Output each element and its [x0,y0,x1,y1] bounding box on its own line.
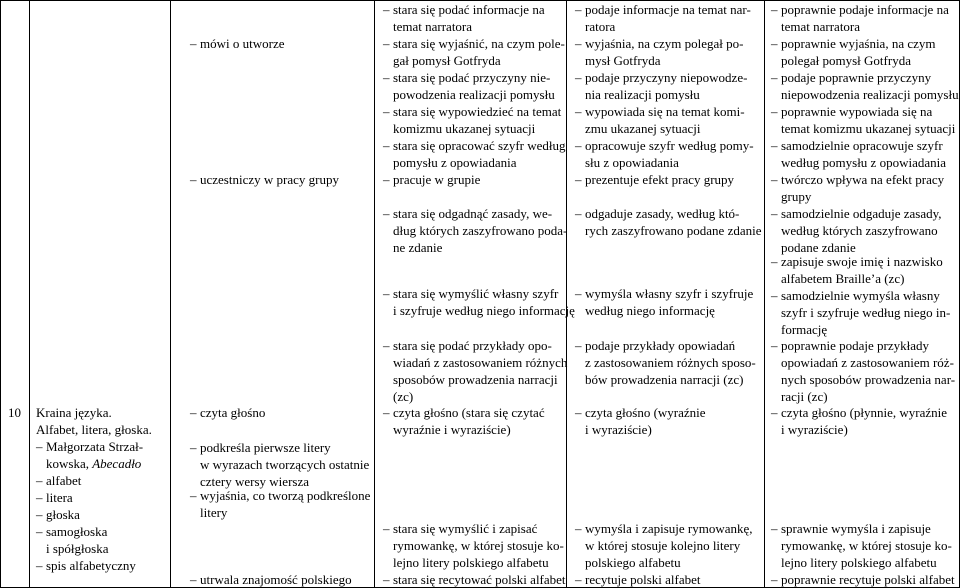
cell-r2-c2-item-0-line-0: – mówi o utworze [200,35,284,52]
cell-r4-c3-item-2-line-1: wiadań z zastosowaniem różnych [393,355,568,370]
cell-r2-c5-item-2-line-1: temat komizmu ukazanej sytuacji [781,121,956,136]
cell-r6-c5-item-0-line-0: – sprawnie wymyśla i zapisuje [781,520,931,537]
cell-r5-c5-item-0-line-1: i wyraziście) [781,422,848,437]
cell-r7-c2-item-0-line-0: – utrwala znajomość polskiego [200,571,352,588]
cell-r6-c5-item-0-line-2: lejno litery polskiego alfabetu [781,555,937,570]
column-border-3 [374,0,375,588]
lesson-title-line-1: Alfabet, litera, głoska. [36,422,152,437]
lesson-title-line-0: Kraina języka. [36,405,112,420]
lesson-item-4-line-1: i spółgłoska [46,541,109,556]
cell-r6-c2-item-0-line-2: cztery wersy wiersza [200,474,309,489]
cell-r4-c3-item-0-line-1: dług których zaszyfrowano poda- [393,223,568,238]
cell-r2-c5-item-1-line-1: niepowodzenia realizacji pomysłu [781,87,959,102]
cell-r5-c2-item-0-line-0: – czyta głośno [200,404,265,421]
cell-r2-c5-item-0-line-0: – poprawnie wyjaśnia, na czym [781,35,936,52]
cell-r1-c3-item-0-line-1: temat narratora [393,19,473,34]
lesson-item-5-line-0: – spis alfabetyczny [46,557,136,574]
cell-r2-c5-item-2-line-0: – poprawnie wypowiada się na [781,103,932,120]
cell-r2-c4-item-2-line-0: – wypowiada się na temat komi- [585,103,745,120]
cell-r4-c5-item-2-line-0: – samodzielnie wymyśla własny [781,287,940,304]
cell-r2-c3-item-0-line-0: – stara się wyjaśnić, na czym pole- [393,35,565,52]
cell-r4-c5-item-0-line-1: według których zaszyfrowano [781,223,938,238]
cell-r5-c3-item-0-line-0: – czyta głośno (stara się czytać [393,404,545,421]
cell-r4-c4-item-0-line-0: – odgaduje zasady, według któ- [585,205,739,222]
cell-r5-c5-item-0-line-0: – czyta głośno (płynnie, wyraźnie [781,404,947,421]
cell-r1-c4-item-0-line-1: ratora [585,19,616,34]
cell-r4-c5-item-3-line-2: nych sposobów prowadzenia nar- [781,372,956,387]
cell-r7-c3-item-0-line-0: – stara się recytować polski alfabet [393,571,566,588]
cell-r2-c3-item-2-line-1: komizmu ukazanej sytuacji [393,121,536,136]
cell-r4-c5-item-1-line-1: alfabetem Braille’a (zc) [781,271,905,286]
cell-r2-c3-item-3-line-1: pomysłu z opowiadania [393,155,517,170]
cell-r2-c4-item-1-line-0: – podaje przyczyny niepowodze- [585,69,747,86]
cell-r2-c4-item-3-line-1: słu z opowiadania [585,155,679,170]
cell-r4-c3-item-2-line-3: (zc) [393,389,414,404]
cell-r2-c4-item-3-line-0: – opracowuje szyfr według pomy- [585,137,754,154]
column-border-1 [29,0,30,588]
cell-r2-c3-item-1-line-0: – stara się podać przyczyny nie- [393,69,550,86]
cell-r4-c3-item-0-line-0: – stara się odgadnąć zasady, we- [393,205,552,222]
cell-r4-c4-item-0-line-1: rych zaszyfrowano podane zdanie [585,223,762,238]
cell-r2-c4-item-0-line-1: mysł Gotfryda [585,53,661,68]
cell-r3-c5-item-0-line-0: – twórczo wpływa na efekt pracy [781,171,944,188]
cell-r6-c5-item-0-line-1: rymowankę, w której stosuje ko- [781,538,952,553]
cell-r2-c3-item-3-line-0: – stara się opracować szyfr według [393,137,566,154]
cell-r3-c5-item-0-line-1: grupy [781,189,812,204]
cell-r2-c4-item-2-line-1: zmu ukazanej sytuacji [585,121,701,136]
cell-r4-c5-item-3-line-1: opowiadań z zastosowaniem róż- [781,355,954,370]
cell-r4-c3-item-1-line-0: – stara się wymyślić własny szyfr [393,285,558,302]
column-border-2 [170,0,171,588]
cell-r2-c5-item-3-line-0: – samodzielnie opracowuje szyfr [781,137,943,154]
cell-r4-c3-item-2-line-0: – stara się podać przykłady opo- [393,337,552,354]
column-border-0 [0,0,1,588]
lesson-item-4-line-0: – samogłoska [46,523,107,540]
cell-r4-c4-item-2-line-2: bów prowadzenia narracji (zc) [585,372,744,387]
column-border-4 [566,0,567,588]
cell-r5-c4-item-0-line-0: – czyta głośno (wyraźnie [585,404,706,421]
cell-r6-c3-item-0-line-1: rymowankę, w której stosuje ko- [393,538,564,553]
book-title: Abecadło [92,456,142,471]
cell-r2-c4-item-0-line-0: – wyjaśnia, na czym polegał po- [585,35,743,52]
cell-r4-c5-item-0-line-2: podane zdanie [781,240,856,255]
lesson-item-0-line-1: kowska, Abecadło [46,456,142,471]
cell-r5-c3-item-0-line-1: wyraźnie i wyraziście) [393,422,511,437]
cell-r4-c3-item-2-line-2: sposobów prowadzenia narracji [393,372,558,387]
cell-r2-c5-item-3-line-1: według pomysłu z opowiadania [781,155,946,170]
cell-r2-c3-item-1-line-1: powodzenia realizacji pomysłu [393,87,555,102]
column-border-5 [764,0,765,588]
cell-r4-c4-item-2-line-1: z zastosowaniem różnych sposo- [585,355,756,370]
cell-r6-c4-item-0-line-1: w której stosuje kolejno litery [585,538,741,553]
cell-r4-c4-item-1-line-0: – wymyśla własny szyfr i szyfruje [585,285,753,302]
cell-r4-c5-item-0-line-0: – samodzielnie odgaduje zasady, [781,205,942,222]
cell-r2-c3-item-2-line-0: – stara się wypowiedzieć na temat [393,103,561,120]
cell-r1-c4-item-0-line-0: – podaje informacje na temat nar- [585,1,751,18]
cell-r2-c5-item-0-line-1: polegał pomysł Gotfryda [781,53,911,68]
cell-r4-c5-item-3-line-0: – poprawnie podaje przykłady [781,337,929,354]
cell-r4-c5-item-1-line-0: – zapisuje swoje imię i nazwisko [781,253,943,270]
cell-r6-c2-item-1-line-1: litery [200,505,228,520]
cell-r4-c4-item-2-line-0: – podaje przykłady opowiadań [585,337,735,354]
lesson-item-2-line-0: – litera [46,489,73,506]
cell-r2-c3-item-0-line-1: gał pomysł Gotfryda [393,53,501,68]
cell-r6-c3-item-0-line-2: lejno litery polskiego alfabetu [393,555,549,570]
cell-r5-c4-item-0-line-1: i wyraziście) [585,422,652,437]
cell-r3-c3-item-0-line-0: – pracuje w grupie [393,171,480,188]
cell-r6-c2-item-1-line-0: – wyjaśnia, co tworzą podkreślone [200,487,370,504]
lesson-number: 10 [8,405,21,420]
cell-r4-c5-item-2-line-1: szyfr i szyfruje według niego in- [781,305,951,320]
cell-r4-c4-item-1-line-1: według niego informację [585,303,715,318]
cell-r1-c5-item-0-line-0: – poprawnie podaje informacje na [781,1,949,18]
lesson-item-0-line-0: – Małgorzata Strzał- [46,438,143,455]
cell-r6-c2-item-0-line-1: w wyrazach tworzących ostatnie [200,457,370,472]
cell-r7-c4-item-0-line-0: – recytuje polski alfabet [585,571,701,588]
cell-r1-c3-item-0-line-0: – stara się podać informacje na [393,1,545,18]
cell-r2-c4-item-1-line-1: nia realizacji pomysłu [585,87,700,102]
cell-r4-c3-item-0-line-2: ne zdanie [393,240,443,255]
cell-r6-c2-item-0-line-0: – podkreśla pierwsze litery [200,439,331,456]
cell-r7-c5-item-0-line-0: – poprawnie recytuje polski alfabet [781,571,955,588]
lesson-item-3-line-0: – głoska [46,506,80,523]
cell-r1-c5-item-0-line-1: temat narratora [781,19,861,34]
lesson-item-1-line-0: – alfabet [46,472,81,489]
cell-r6-c4-item-0-line-2: polskiego alfabetu [585,555,681,570]
cell-r4-c3-item-1-line-1: i szyfruje według niego informację [393,303,575,318]
cell-r6-c3-item-0-line-0: – stara się wymyślić i zapisać [393,520,537,537]
cell-r4-c5-item-2-line-2: formację [781,322,828,337]
cell-r6-c4-item-0-line-0: – wymyśla i zapisuje rymowankę, [585,520,753,537]
cell-r2-c5-item-1-line-0: – podaje poprawnie przyczyny [781,69,931,86]
cell-r3-c2-item-0-line-0: – uczestniczy w pracy grupy [200,171,339,188]
cell-r3-c4-item-0-line-0: – prezentuje efekt pracy grupy [585,171,734,188]
cell-r4-c5-item-3-line-3: racji (zc) [781,389,828,404]
